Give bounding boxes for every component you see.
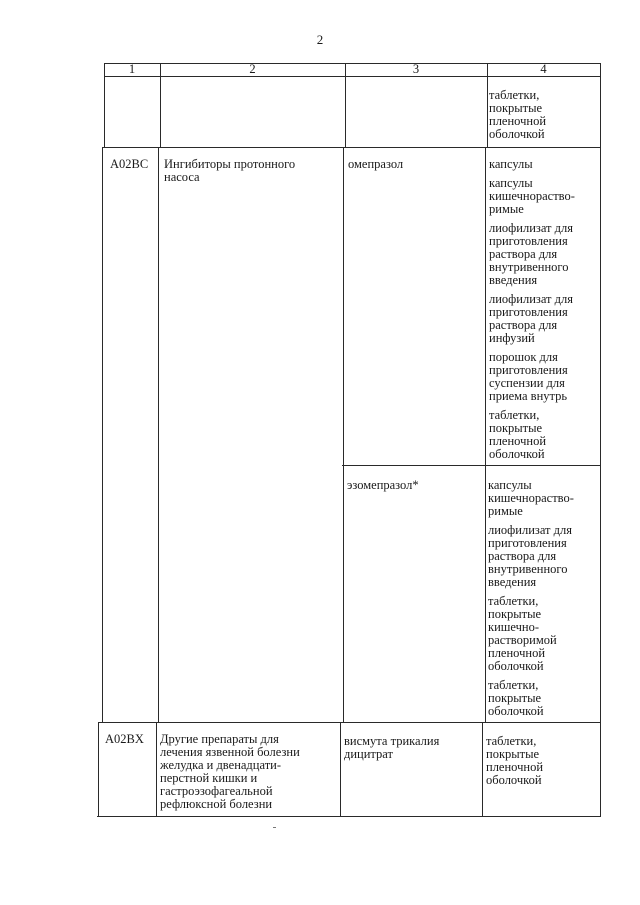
col-divider-2-3c — [340, 722, 341, 817]
col-divider-1-2b — [158, 147, 159, 723]
continuation-forms-cell — [489, 89, 599, 147]
dosage-form: лиофилизат для приготовления раствора для внутривенного введения — [488, 523, 572, 589]
dosage-form: лиофилизат для приготовления раствора для внутривенного введения — [489, 221, 573, 287]
col-divider-3-4c — [482, 722, 483, 817]
drug-name: эзомепразол* — [347, 478, 419, 492]
dosage-form: лиофилизат для приготовления раствора для инфузий — [489, 292, 573, 345]
omeprazole-forms-cell — [489, 158, 599, 467]
dosage-form: таблетки, покрытые оболочкой — [488, 678, 544, 718]
header-bottom-border — [104, 76, 601, 77]
atc-code: A02BX — [105, 732, 144, 746]
atc-code: A02BC — [110, 157, 149, 171]
dosage-form: капсулы кишечнораство- римые — [489, 176, 575, 216]
drug-group: Другие препараты для лечения язвенной болезни желудка и двенадцати- перстной кишки и гастроэзофагеальной рефлюксной болезни — [160, 732, 300, 811]
scan-speck — [273, 827, 276, 828]
col-divider-2-3b — [343, 147, 344, 723]
header-col-3: 3 — [412, 62, 420, 76]
header-col-1: 1 — [128, 62, 136, 76]
drug-group: Ингибиторы протонного насоса — [164, 157, 296, 184]
header-col-4: 4 — [540, 62, 547, 76]
esomeprazole-forms-cell — [488, 479, 599, 724]
table-left-border-3 — [98, 722, 99, 817]
dosage-form: таблетки, покрытые пленочной оболочкой — [489, 408, 547, 461]
drug-name: омепразол — [348, 157, 404, 171]
col-divider-1-2c — [156, 722, 157, 817]
table-left-border-2 — [102, 147, 103, 723]
drug-name: висмута трикалия дицитрат — [344, 734, 440, 761]
dosage-form: таблетки, покрытые пленочной оболочкой — [489, 88, 547, 141]
dosage-form: порошок для приготовления суспензии для приема внутрь — [489, 350, 568, 403]
table-bottom-border — [97, 816, 601, 817]
dosage-form: капсулы — [489, 157, 533, 171]
page-number: 2 — [316, 32, 324, 47]
dosage-form: капсулы кишечнораство- римые — [488, 478, 574, 518]
dosage-form: таблетки, покрытые пленочной оболочкой — [486, 734, 544, 787]
col-divider-3-4b — [485, 147, 486, 723]
header-col-2: 2 — [249, 62, 256, 76]
bismuth-forms-cell — [486, 735, 599, 793]
dosage-form: таблетки, покрытые кишечно- растворимой пленочной оболочкой — [488, 594, 557, 673]
table-right-border — [600, 63, 601, 817]
row-separator-1 — [102, 147, 601, 148]
